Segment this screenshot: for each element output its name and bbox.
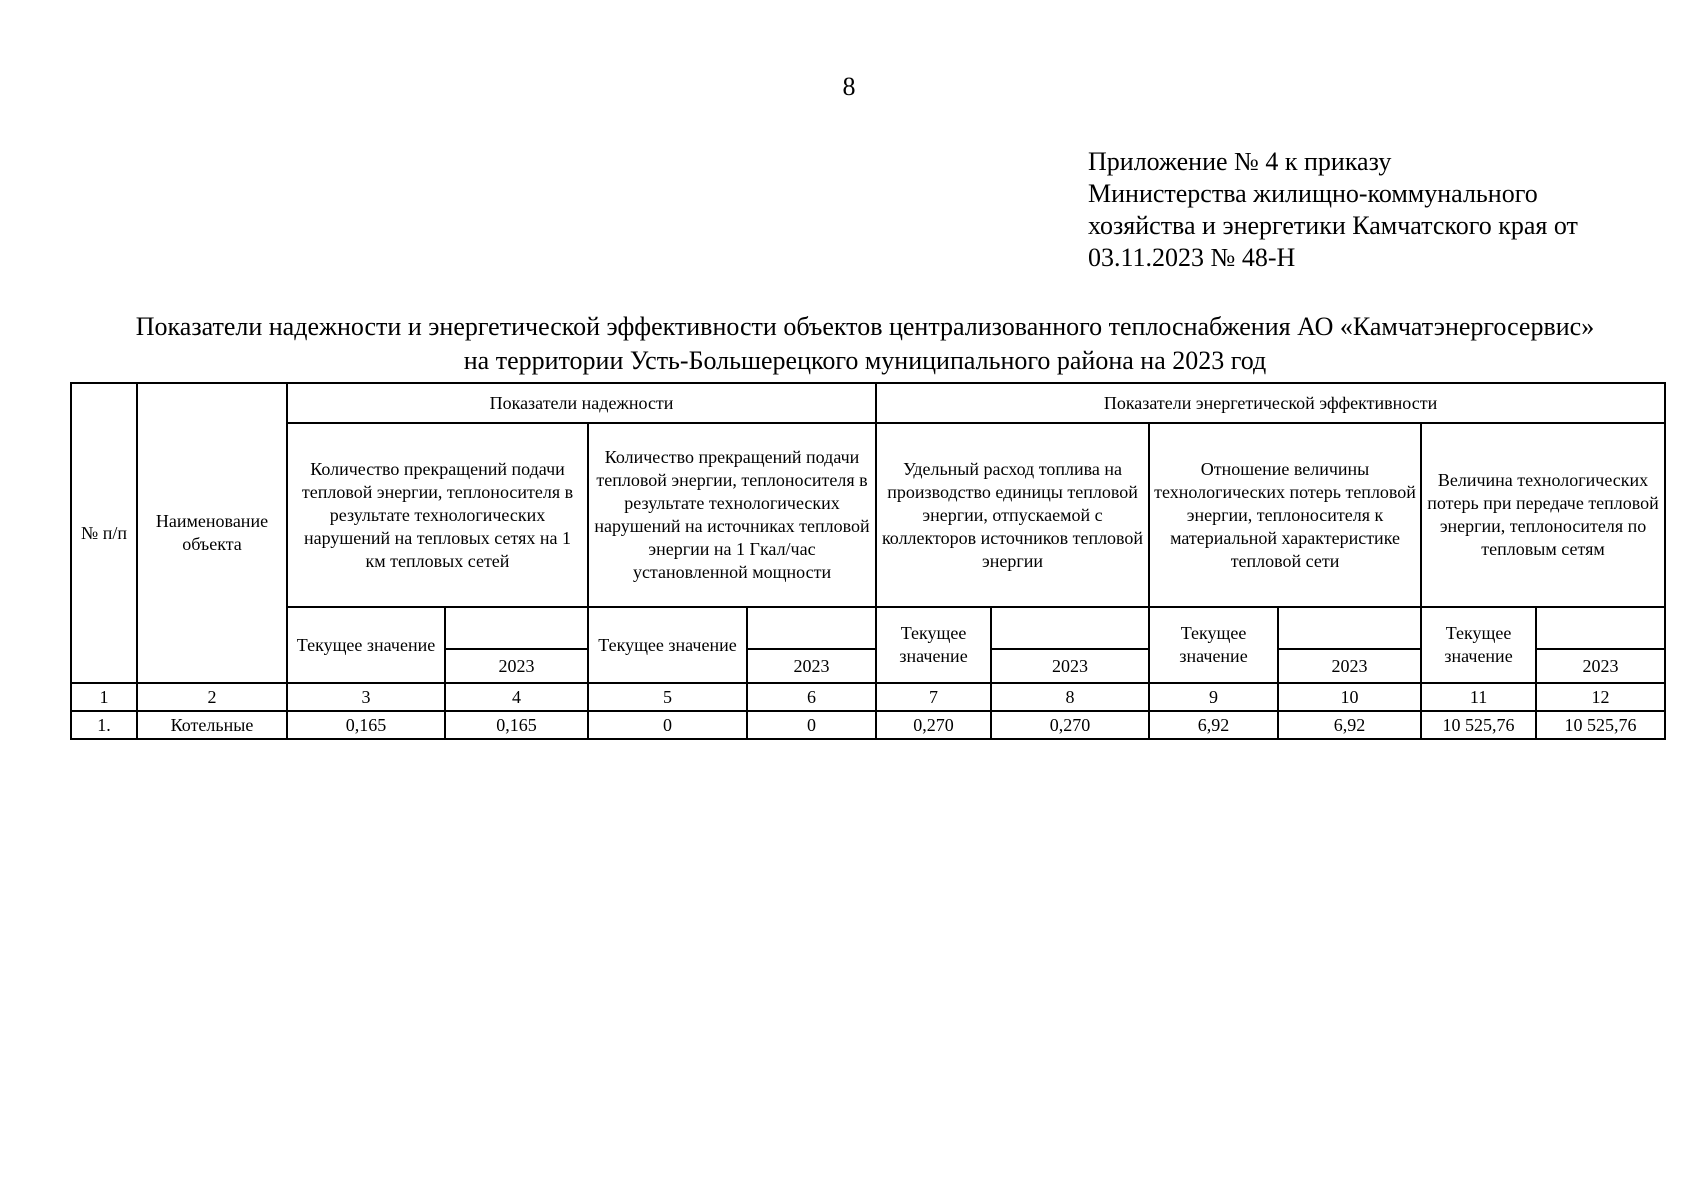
column-number: 2 xyxy=(137,683,287,711)
column-number: 5 xyxy=(588,683,747,711)
indicators-table xyxy=(70,382,1666,740)
header-indicator-fuel-consumption: Удельный расход топлива на производство единицы тепловой энергии, отпускаемой с коллекторов источников тепловой энергии xyxy=(876,423,1149,607)
row-number: 1. xyxy=(71,711,137,739)
value-cell: 0,270 xyxy=(876,711,991,739)
page-number: 8 xyxy=(842,72,856,101)
row-object-name: Котельные xyxy=(137,711,287,739)
appendix-line: 03.11.2023 № 48-Н xyxy=(1088,243,1296,272)
header-efficiency-group: Показатели энергетической эффективности xyxy=(876,383,1665,423)
title-line: Показатели надежности и энергетической эффективности объектов централизованного теплоснабжения АО «Камчатэнергосервис» xyxy=(135,312,1595,341)
value-cell: 0,165 xyxy=(445,711,588,739)
header-blank-cell xyxy=(445,607,588,649)
header-blank-cell xyxy=(1278,607,1421,649)
header-year: 2023 xyxy=(1278,649,1421,683)
column-number: 1 xyxy=(71,683,137,711)
header-number: № п/п xyxy=(71,383,137,683)
appendix-line: Министерства жилищно-коммунального xyxy=(1088,179,1538,208)
header-current-value: Текущее значение xyxy=(287,607,445,683)
header-year: 2023 xyxy=(747,649,876,683)
header-blank-cell xyxy=(747,607,876,649)
table-row xyxy=(71,711,1665,739)
appendix-line: хозяйства и энергетики Камчатского края от xyxy=(1088,211,1578,240)
column-numbers-row xyxy=(71,683,1665,711)
appendix-line: Приложение № 4 к приказу xyxy=(1088,147,1392,176)
header-indicator-loss-ratio: Отношение величины технологических потерь тепловой энергии, теплоносителя к материальной характеристике тепловой сети xyxy=(1149,423,1421,607)
header-indicator-transmission-losses: Величина технологических потерь при передаче тепловой энергии, теплоносителя по тепловым сетям xyxy=(1421,423,1665,607)
header-year: 2023 xyxy=(1536,649,1665,683)
value-cell: 10 525,76 xyxy=(1536,711,1665,739)
column-number: 8 xyxy=(991,683,1149,711)
value-cell: 6,92 xyxy=(1278,711,1421,739)
document-title xyxy=(60,310,1670,378)
header-indicator-network-outages: Количество прекращений подачи тепловой энергии, теплоносителя в результате технологических нарушений на тепловых сетях на 1 км тепловых сетей xyxy=(287,423,588,607)
header-current-value: Текущее значение xyxy=(588,607,747,683)
column-number: 4 xyxy=(445,683,588,711)
column-number: 11 xyxy=(1421,683,1536,711)
value-cell: 0 xyxy=(588,711,747,739)
header-year: 2023 xyxy=(991,649,1149,683)
column-number: 7 xyxy=(876,683,991,711)
value-cell: 0,165 xyxy=(287,711,445,739)
column-number: 3 xyxy=(287,683,445,711)
column-number: 10 xyxy=(1278,683,1421,711)
header-blank-cell xyxy=(991,607,1149,649)
value-cell: 6,92 xyxy=(1149,711,1278,739)
column-number: 12 xyxy=(1536,683,1665,711)
header-indicator-source-outages: Количество прекращений подачи тепловой энергии, теплоносителя в результате технологических нарушений на источниках тепловой энергии на 1 Гкал/час установленной мощности xyxy=(588,423,876,607)
header-blank-cell xyxy=(1536,607,1665,649)
value-cell: 0 xyxy=(747,711,876,739)
header-year: 2023 xyxy=(445,649,588,683)
appendix-reference xyxy=(1088,146,1688,274)
title-line: на территории Усть-Большерецкого муниципального района на 2023 год xyxy=(463,346,1267,375)
column-number: 6 xyxy=(747,683,876,711)
value-cell: 0,270 xyxy=(991,711,1149,739)
header-reliability-group: Показатели надежности xyxy=(287,383,876,423)
header-object-name: Наименование объекта xyxy=(137,383,287,683)
column-number: 9 xyxy=(1149,683,1278,711)
header-current-value: Текущее значение xyxy=(1421,607,1536,683)
value-cell: 10 525,76 xyxy=(1421,711,1536,739)
header-current-value: Текущее значение xyxy=(876,607,991,683)
header-current-value: Текущее значение xyxy=(1149,607,1278,683)
